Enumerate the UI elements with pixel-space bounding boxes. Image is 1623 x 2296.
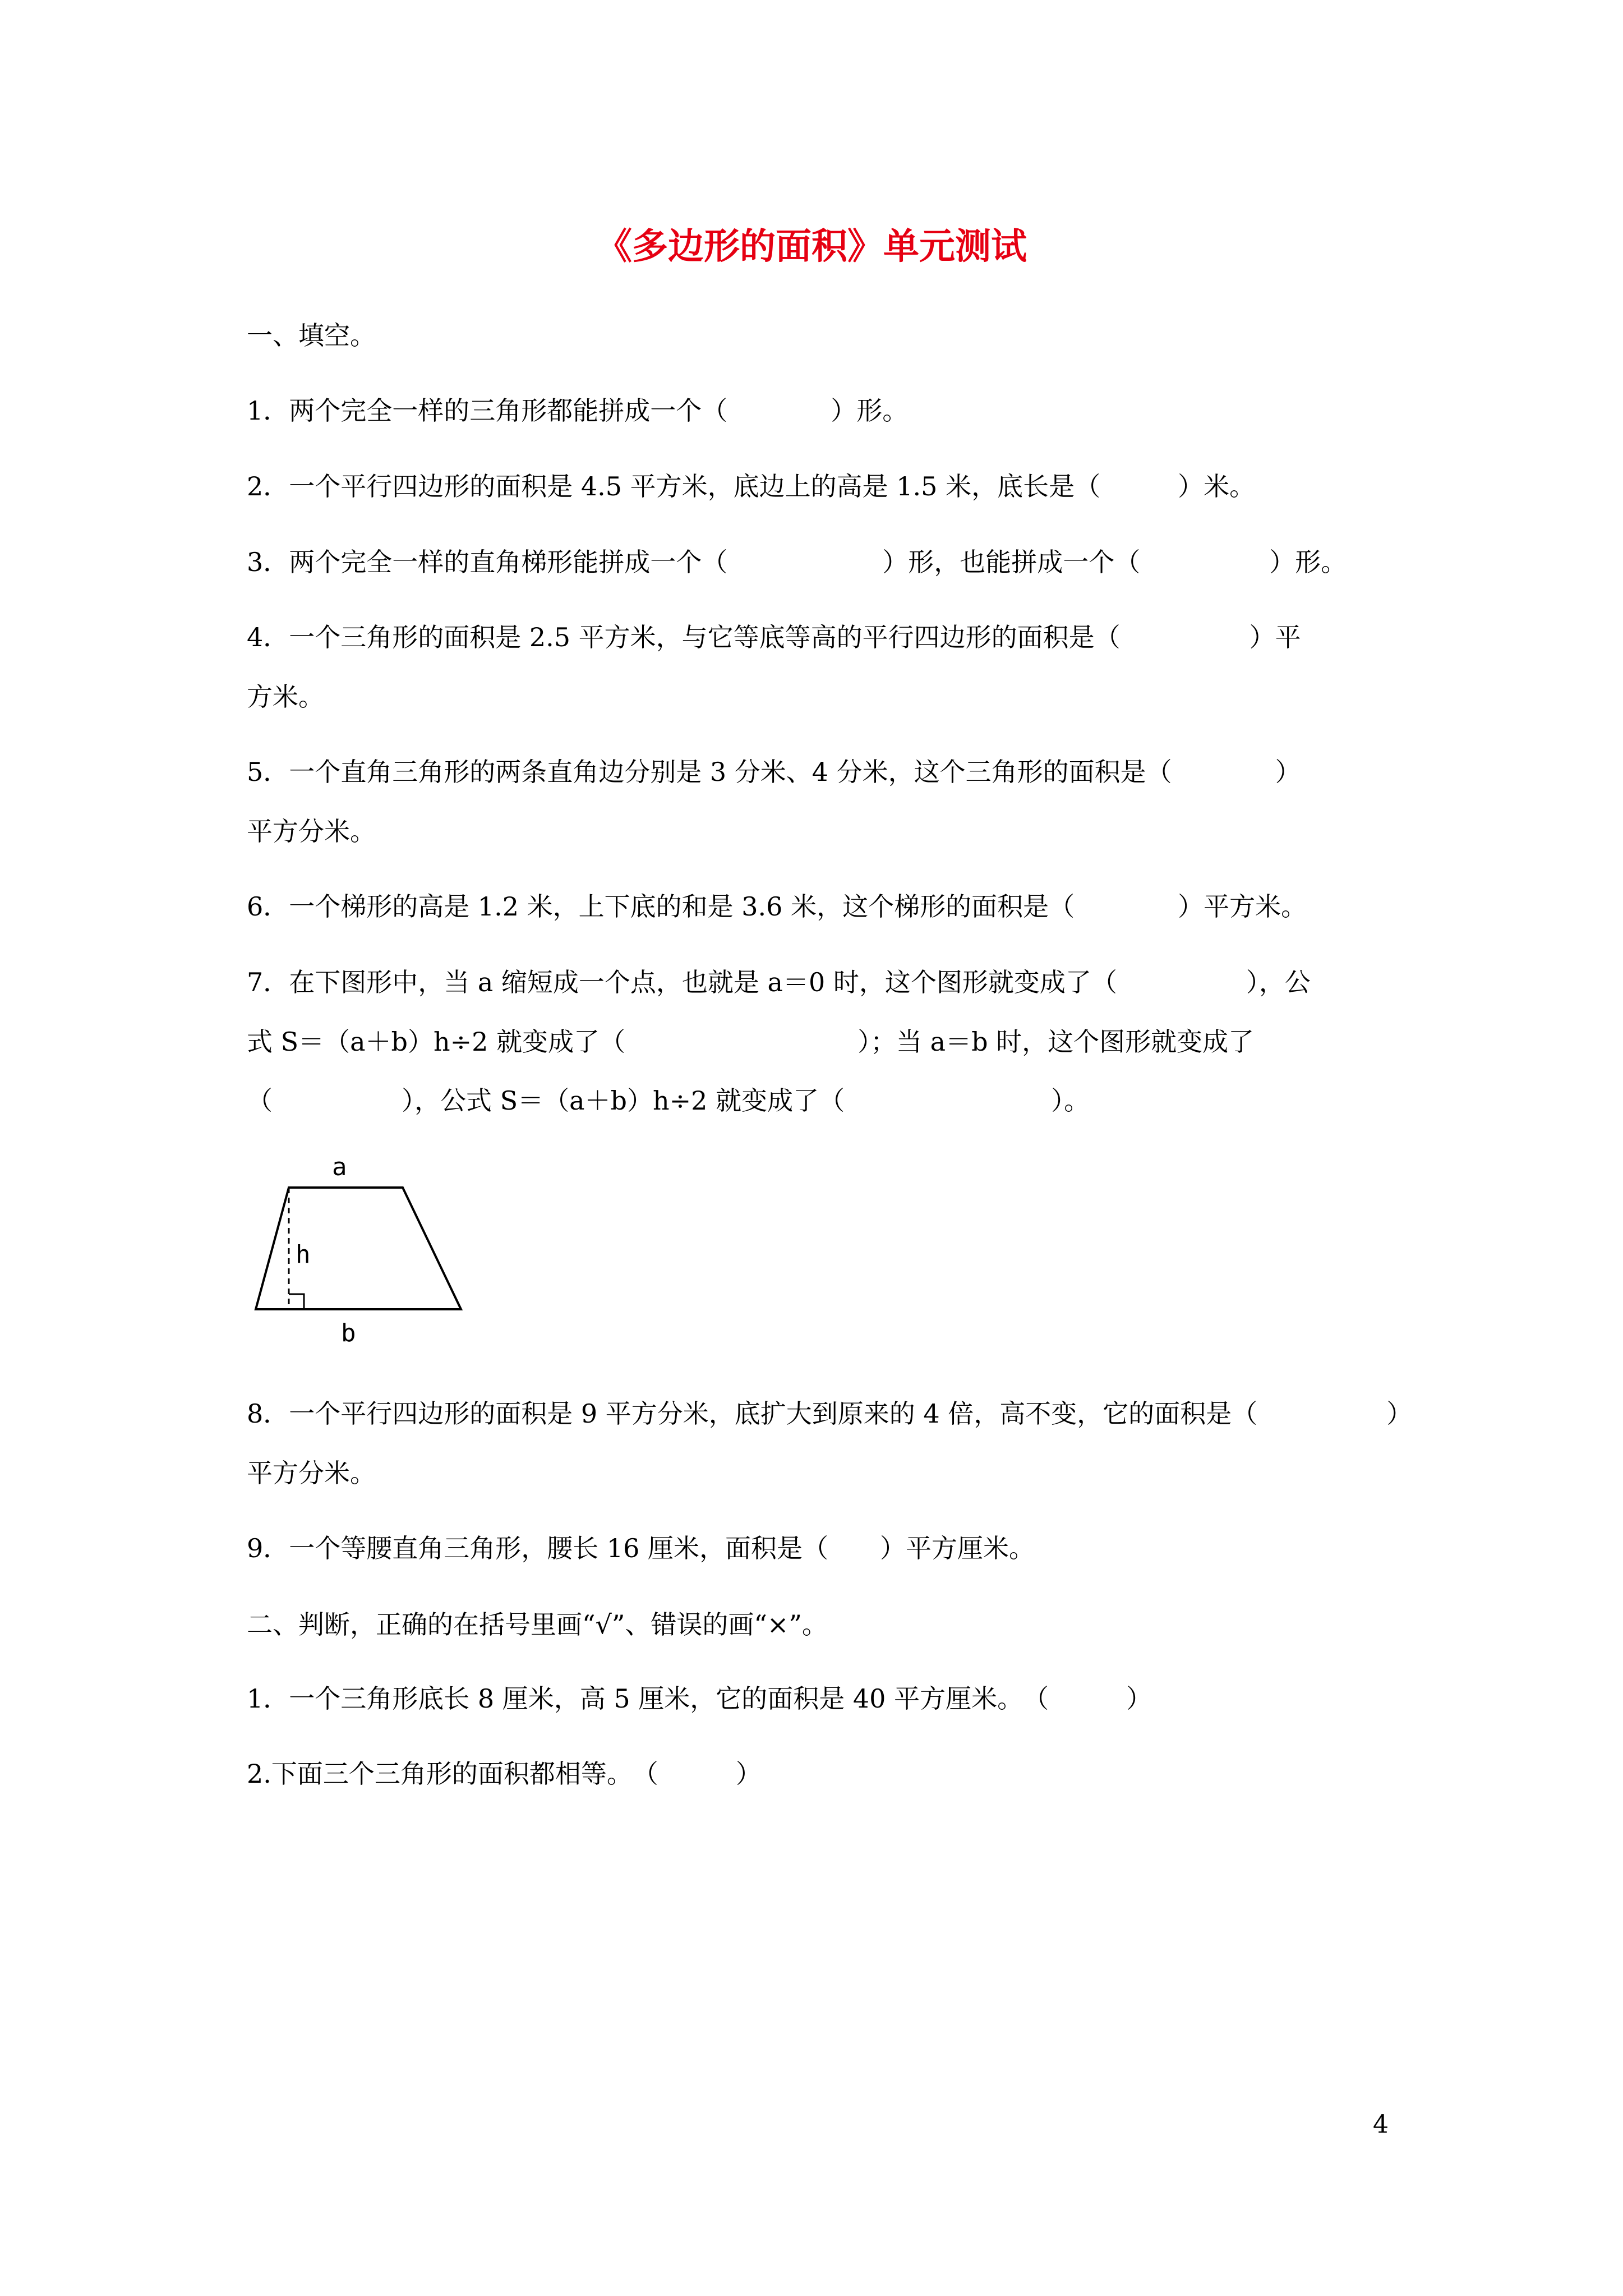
question-1-4-line-1: 4．一个三角形的面积是 2.5 平方米，与它等底等高的平行四边形的面积是（ ）平 — [247, 622, 1301, 652]
question-1-7-line-1: 7．在下图形中，当 a 缩短成一个点，也就是 a＝0 时，这个图形就变成了（ ），公 — [247, 967, 1311, 997]
question-1-8-line-1: 8．一个平行四边形的面积是 9 平方分米，底扩大到原来的 4 倍，高不变，它的面积是（ ） — [247, 1398, 1413, 1429]
section-1-heading: 一、填空。 — [247, 320, 376, 351]
question-1-9: 9．一个等腰直角三角形，腰长 16 厘米，面积是（ ）平方厘米。 — [247, 1533, 1035, 1563]
question-2-2: 2.下面三个三角形的面积都相等。 （ ） — [247, 1759, 762, 1789]
question-1-5-line-2: 平方分米。 — [247, 816, 376, 846]
page-number: 4 — [1373, 2110, 1389, 2139]
question-1-1: 1．两个完全一样的三角形都能拼成一个（ ）形。 — [247, 395, 909, 426]
question-1-6: 6．一个梯形的高是 1.2 米，上下底的和是 3.6 米，这个梯形的面积是（ ）平方米。 — [247, 891, 1307, 922]
right-angle-mark — [289, 1294, 304, 1309]
question-1-2: 2．一个平行四边形的面积是 4.5 平方米，底边上的高是 1.5 米，底长是（ ）米。 — [247, 471, 1256, 501]
label-a: a — [332, 1153, 347, 1181]
trapezoid-figure — [247, 1153, 482, 1355]
question-1-8-line-2: 平方分米。 — [247, 1458, 376, 1488]
trapezoid-outline — [256, 1188, 461, 1309]
question-1-7-line-3: （ ），公式 S＝（a＋b）h÷2 就变成了（ ）。 — [247, 1085, 1090, 1116]
question-1-7-line-2: 式 S＝（a＋b）h÷2 就变成了（ ）；当 a＝b 时，这个图形就变成了 — [247, 1027, 1255, 1057]
question-1-4-line-2: 方米。 — [247, 682, 324, 712]
question-2-1: 1．一个三角形底长 8 厘米，高 5 厘米，它的面积是 40 平方厘米。 （ ） — [247, 1683, 1152, 1714]
question-1-3: 3．两个完全一样的直角梯形能拼成一个（ ）形，也能拼成一个（ ）形。 — [247, 547, 1347, 577]
section-2-heading: 二、判断，正确的在括号里画“√”、错误的画“×”。 — [247, 1609, 828, 1640]
question-1-5-line-1: 5．一个直角三角形的两条直角边分别是 3 分米、4 分米，这个三角形的面积是（ ） — [247, 757, 1301, 787]
label-h: h — [296, 1240, 311, 1269]
label-b: b — [341, 1319, 356, 1347]
page-title: 《多边形的面积》单元测试 — [596, 226, 1027, 268]
